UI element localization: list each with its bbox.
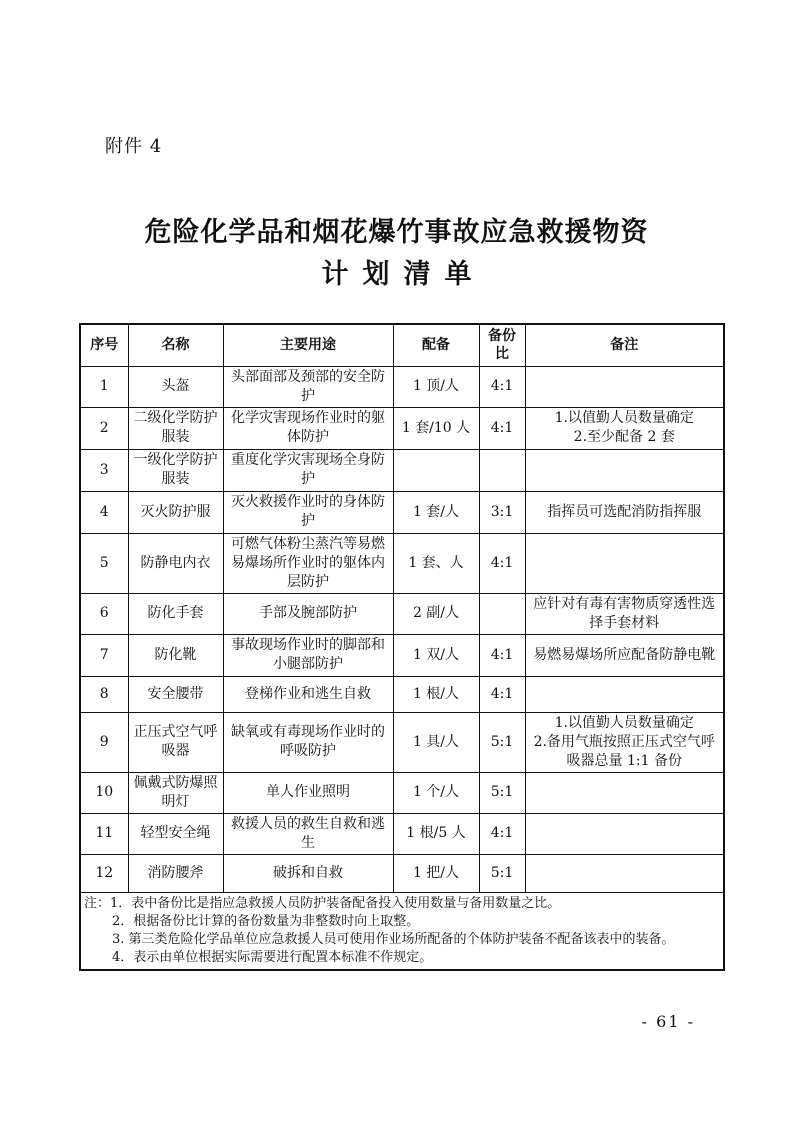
cell-backup-ratio: 4:1	[479, 634, 525, 676]
cell-remarks: 1.以值勤人员数量确定 2.备用气瓶按照正压式空气呼吸器总量 1:1 备份	[525, 712, 724, 772]
cell-index: 1	[80, 366, 128, 407]
table-row	[80, 491, 724, 533]
cell-allocation: 1 套、人	[393, 533, 479, 593]
cell-name: 正压式空气呼吸器	[128, 712, 223, 772]
table-row	[80, 634, 724, 676]
cell-backup-ratio: 5:1	[479, 854, 525, 892]
cell-usage: 头部面部及颈部的安全防护	[223, 366, 393, 407]
header-name: 名称	[128, 324, 223, 366]
cell-allocation: 1 具/人	[393, 712, 479, 772]
cell-usage: 事故现场作业时的脚部和小腿部防护	[223, 634, 393, 676]
cell-backup-ratio: 4:1	[479, 366, 525, 407]
cell-backup-ratio	[479, 449, 525, 491]
table-row	[80, 813, 724, 854]
table-header-row	[80, 324, 724, 366]
cell-allocation: 1 个/人	[393, 772, 479, 813]
cell-index: 9	[80, 712, 128, 772]
note-2: 2．根据备份比计算的备份数量为非整数时向上取整。	[112, 913, 420, 929]
table-row	[80, 449, 724, 491]
cell-backup-ratio: 3:1	[479, 491, 525, 533]
cell-remarks	[525, 449, 724, 491]
cell-name: 防静电内衣	[128, 533, 223, 593]
note-3: 3. 第三类危险化学品单位应急救援人员可使用作业场所配备的个体防护装备不配备该表中的装备。	[112, 931, 675, 947]
cell-name: 灭火防护服	[128, 491, 223, 533]
cell-index: 6	[80, 593, 128, 634]
cell-name: 轻型安全绳	[128, 813, 223, 854]
cell-index: 3	[80, 449, 128, 491]
table-row	[80, 366, 724, 407]
notes-cell	[80, 892, 724, 970]
cell-allocation: 1 双/人	[393, 634, 479, 676]
cell-allocation	[393, 449, 479, 491]
cell-backup-ratio: 4:1	[479, 813, 525, 854]
header-usage: 主要用途	[223, 324, 393, 366]
cell-allocation: 1 根/5 人	[393, 813, 479, 854]
cell-usage: 单人作业照明	[223, 772, 393, 813]
cell-name: 二级化学防护服装	[128, 407, 223, 449]
cell-backup-ratio: 4:1	[479, 407, 525, 449]
supplies-table	[79, 323, 725, 971]
cell-remarks	[525, 676, 724, 712]
header-index: 序号	[80, 324, 128, 366]
cell-index: 8	[80, 676, 128, 712]
cell-usage: 手部及腕部防护	[223, 593, 393, 634]
cell-name: 头盔	[128, 366, 223, 407]
page-number: - 61 -	[641, 1012, 695, 1031]
header-allocation: 配备	[393, 324, 479, 366]
cell-remarks	[525, 854, 724, 892]
cell-index: 12	[80, 854, 128, 892]
cell-usage: 可燃气体粉尘蒸汽等易燃易爆场所作业时的躯体内层防护	[223, 533, 393, 593]
note-4: 4．表示由单位根据实际需要进行配置本标准不作规定。	[112, 949, 433, 965]
cell-allocation: 1 套/10 人	[393, 407, 479, 449]
cell-usage: 登梯作业和逃生自救	[223, 676, 393, 712]
cell-name: 防化靴	[128, 634, 223, 676]
cell-backup-ratio	[479, 593, 525, 634]
cell-name: 一级化学防护服装	[128, 449, 223, 491]
cell-usage: 缺氧或有毒现场作业时的呼吸防护	[223, 712, 393, 772]
cell-usage: 重度化学灾害现场全身防护	[223, 449, 393, 491]
table-row	[80, 772, 724, 813]
notes-row	[80, 892, 724, 970]
table-row	[80, 593, 724, 634]
document-title: 危险化学品和烟花爆竹事故应急救援物资	[144, 217, 649, 248]
cell-remarks	[525, 366, 724, 407]
cell-allocation: 1 根/人	[393, 676, 479, 712]
cell-index: 4	[80, 491, 128, 533]
cell-remarks	[525, 813, 724, 854]
cell-backup-ratio: 4:1	[479, 533, 525, 593]
header-remarks: 备注	[525, 324, 724, 366]
cell-backup-ratio: 5:1	[479, 712, 525, 772]
table-row	[80, 712, 724, 772]
cell-usage: 灭火救援作业时的身体防护	[223, 491, 393, 533]
cell-index: 5	[80, 533, 128, 593]
cell-remarks: 应针对有毒有害物质穿透性选择手套材料	[525, 593, 724, 634]
cell-name: 防化手套	[128, 593, 223, 634]
cell-backup-ratio: 4:1	[479, 676, 525, 712]
cell-remarks	[525, 772, 724, 813]
table-row	[80, 676, 724, 712]
table-row	[80, 854, 724, 892]
cell-remarks: 指挥员可选配消防指挥服	[525, 491, 724, 533]
cell-name: 消防腰斧	[128, 854, 223, 892]
cell-usage: 救援人员的救生自救和逃生	[223, 813, 393, 854]
cell-allocation: 1 套/人	[393, 491, 479, 533]
attachment-label: 附件 4	[105, 136, 163, 157]
cell-index: 7	[80, 634, 128, 676]
cell-index: 2	[80, 407, 128, 449]
cell-allocation: 2 副/人	[393, 593, 479, 634]
note-1: 注：1．表中备份比是指应急救援人员防护装备配备投入使用数量与备用数量之比。	[84, 895, 561, 911]
cell-allocation: 1 顶/人	[393, 366, 479, 407]
cell-index: 10	[80, 772, 128, 813]
cell-allocation: 1 把/人	[393, 854, 479, 892]
cell-name: 佩戴式防爆照明灯	[128, 772, 223, 813]
document-subtitle: 计划清单	[321, 259, 486, 290]
cell-usage: 化学灾害现场作业时的躯体防护	[223, 407, 393, 449]
cell-index: 11	[80, 813, 128, 854]
cell-backup-ratio: 5:1	[479, 772, 525, 813]
cell-remarks: 易燃易爆场所应配备防静电靴	[525, 634, 724, 676]
cell-remarks	[525, 533, 724, 593]
cell-remarks: 1.以值勤人员数量确定 2.至少配备 2 套	[525, 407, 724, 449]
header-backup-ratio: 备份 比	[479, 324, 525, 366]
cell-usage: 破拆和自救	[223, 854, 393, 892]
cell-name: 安全腰带	[128, 676, 223, 712]
table-row	[80, 407, 724, 449]
table-row	[80, 533, 724, 593]
